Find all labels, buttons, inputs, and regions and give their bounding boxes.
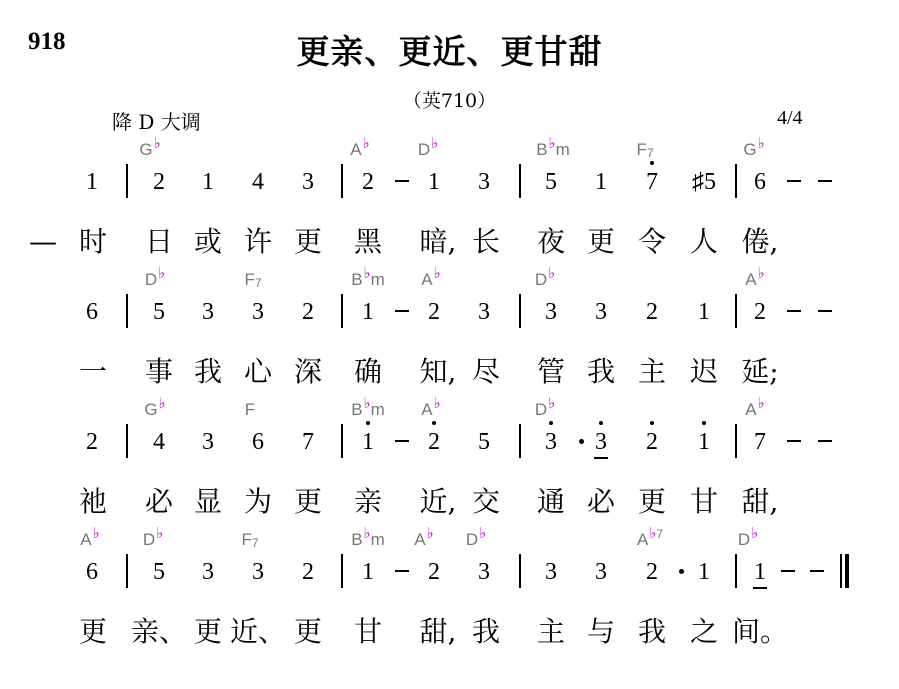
jianpu-note	[86, 300, 98, 324]
note-digit: 1	[362, 430, 374, 454]
lyric-syllable: 我	[637, 615, 667, 648]
chord-symbol	[536, 135, 570, 160]
jianpu-note	[302, 430, 314, 454]
note-digit: 3	[545, 299, 557, 325]
chord-symbol	[245, 400, 255, 420]
final-bar-thick	[845, 554, 849, 588]
extension-dash	[395, 440, 409, 442]
flat-sign-icon: ♭	[426, 525, 434, 542]
lyric-syllable: 交	[471, 485, 501, 518]
jianpu-note	[86, 170, 98, 194]
chord-symbol	[743, 135, 765, 160]
note-digit: 4	[252, 169, 264, 195]
bar-line	[126, 554, 128, 588]
bar-line	[735, 294, 737, 328]
jianpu-note	[362, 170, 374, 194]
chord-quality: m	[370, 270, 385, 289]
lyric-syllable: 我	[471, 615, 501, 648]
chord-symbol	[244, 270, 261, 290]
jianpu-note	[86, 430, 98, 454]
lyric-syllable: 尽	[471, 355, 501, 388]
bar-line	[519, 554, 521, 588]
chord-root: A	[745, 400, 757, 419]
extension-dash	[818, 180, 832, 182]
lyric-syllable: 主	[637, 355, 667, 388]
time-signature: 4/4	[777, 107, 803, 129]
hymn-title: 更亲、更近、更甘甜	[296, 32, 603, 71]
note-digit: 1	[698, 299, 710, 325]
chord-symbol	[144, 265, 166, 290]
chord-extension: 7	[646, 146, 654, 160]
bar-line	[341, 554, 343, 588]
chord-symbol	[534, 395, 556, 420]
note-digit: 1	[362, 559, 374, 585]
jianpu-note	[202, 560, 214, 584]
chord-symbol	[417, 135, 439, 160]
chord-extension: 7	[251, 536, 259, 550]
lyric-syllable: 近,	[419, 485, 457, 518]
jianpu-note	[754, 430, 766, 454]
lyric-syllable: 我	[586, 355, 616, 388]
lyric-syllable: 更	[293, 615, 323, 648]
chord-symbol	[745, 265, 765, 290]
extension-dash	[787, 440, 801, 442]
note-digit: 2	[646, 430, 658, 454]
chord-symbol	[351, 395, 385, 420]
octave-dot	[650, 161, 654, 165]
jianpu-note	[252, 560, 264, 584]
lyric-syllable: 长	[471, 225, 501, 258]
lyric-syllable: 与	[586, 615, 616, 648]
bar-line	[519, 294, 521, 328]
flat-sign-icon: ♭	[158, 395, 166, 412]
lyric-syllable: 或	[193, 225, 223, 258]
chord-symbol	[534, 265, 556, 290]
note-digit: 1	[202, 169, 214, 195]
chord-quality: m	[370, 400, 385, 419]
chord-root: B	[351, 270, 363, 289]
jianpu-note	[478, 560, 490, 584]
chord-root: A	[745, 270, 757, 289]
chord-quality: m	[555, 140, 570, 159]
lyric-syllable: 日	[144, 225, 174, 258]
lyric-syllable: 间。	[731, 615, 789, 648]
octave-dot	[366, 421, 370, 425]
octave-dot	[599, 421, 603, 425]
jianpu-note	[545, 430, 557, 454]
chord-root: A	[421, 400, 433, 419]
note-digit: 1	[698, 430, 710, 454]
jianpu-note	[595, 170, 607, 194]
jianpu-note	[595, 430, 607, 454]
note-digit: 1	[595, 169, 607, 195]
lyric-syllable: 夜	[536, 225, 566, 258]
jianpu-note	[302, 300, 314, 324]
lyric-syllable: 令	[637, 225, 667, 258]
lyric-syllable: 主	[536, 615, 566, 648]
note-digit: 2	[754, 299, 766, 325]
flat-sign-icon: ♭	[757, 395, 765, 412]
augmentation-dot	[579, 439, 584, 444]
chord-symbol	[142, 525, 164, 550]
note-digit: 1	[86, 169, 98, 195]
lyric-syllable: 黑	[353, 225, 383, 258]
duration-underline	[594, 457, 608, 459]
chord-symbol	[465, 525, 487, 550]
note-digit: 2	[362, 169, 374, 195]
lyric-syllable: 必	[586, 485, 616, 518]
note-digit: 1	[428, 169, 440, 195]
extension-dash	[395, 570, 409, 572]
chord-root: A	[421, 270, 433, 289]
jianpu-note	[362, 430, 374, 454]
lyric-syllable: 迟	[689, 355, 719, 388]
chord-symbol	[414, 525, 434, 550]
jianpu-note	[252, 430, 264, 454]
chord-symbol	[636, 525, 664, 550]
lyric-syllable: 显	[193, 485, 223, 518]
bar-line	[126, 294, 128, 328]
extension-dash	[395, 310, 409, 312]
note-digit: 5	[153, 559, 165, 585]
flat-sign-icon: ♭	[757, 135, 765, 152]
flat-sign-icon: ♭	[92, 525, 100, 542]
chord-symbol	[351, 525, 385, 550]
note-digit: 2	[428, 299, 440, 325]
jianpu-note	[428, 300, 440, 324]
note-digit: 2	[646, 559, 658, 585]
chord-symbol	[737, 525, 759, 550]
lyric-syllable: 更	[193, 615, 223, 648]
note-digit: 1	[698, 559, 710, 585]
bar-line	[126, 164, 128, 198]
jianpu-note	[153, 560, 165, 584]
lyric-syllable: 一	[78, 355, 108, 388]
note-digit: 3	[202, 299, 214, 325]
chord-root: D	[737, 530, 751, 549]
jianpu-note	[362, 560, 374, 584]
bar-line	[519, 164, 521, 198]
lyric-syllable: 之	[689, 615, 719, 648]
note-digit: 3	[478, 299, 490, 325]
bar-line	[126, 424, 128, 458]
lyric-syllable: 心	[243, 355, 273, 388]
jianpu-note	[646, 430, 658, 454]
chord-root: G	[139, 140, 153, 159]
chord-symbol	[80, 525, 100, 550]
extension-dash	[810, 570, 824, 572]
note-digit: ♯5	[692, 169, 716, 195]
flat-sign-icon: ♭	[548, 265, 556, 282]
chord-root: F	[244, 400, 256, 419]
lyric-syllable: 延;	[741, 355, 779, 388]
note-digit: 3	[252, 559, 264, 585]
chord-symbol	[351, 265, 385, 290]
flat-sign-icon: ♭	[548, 395, 556, 412]
chord-extension: 7	[254, 276, 262, 290]
jianpu-note	[252, 170, 264, 194]
jianpu-note	[545, 170, 557, 194]
note-digit: 3	[545, 559, 557, 585]
lyric-syllable: 管	[536, 355, 566, 388]
chord-root: D	[144, 270, 158, 289]
chord-root: B	[536, 140, 548, 159]
flat-sign-icon: ♭	[362, 135, 370, 152]
jianpu-note	[646, 170, 658, 194]
jianpu-note	[202, 170, 214, 194]
note-digit: 7	[646, 170, 658, 194]
bar-line	[735, 424, 737, 458]
jianpu-note	[646, 300, 658, 324]
augmentation-dot	[679, 569, 684, 574]
chord-root: B	[351, 400, 363, 419]
flat-sign-icon: ♭	[433, 265, 441, 282]
lyric-syllable: 时	[78, 225, 108, 258]
lyric-syllable: 倦,	[741, 225, 779, 258]
lyric-syllable: 必	[144, 485, 174, 518]
flat-sign-icon: ♭	[158, 265, 166, 282]
lyric-syllable: 甜,	[419, 615, 457, 648]
jianpu-note	[754, 560, 766, 584]
key-signature: 降 D 大调	[112, 110, 201, 134]
lyric-syllable: 暗,	[419, 225, 457, 258]
chord-symbol	[636, 140, 653, 160]
bar-line	[735, 554, 737, 588]
note-digit: 2	[428, 430, 440, 454]
flat-sign-icon: ♭	[649, 525, 657, 542]
note-digit: 3	[595, 299, 607, 325]
bar-line	[341, 294, 343, 328]
chord-symbol	[350, 135, 370, 160]
jianpu-note	[595, 300, 607, 324]
octave-dot	[432, 421, 436, 425]
lyric-syllable: 更	[293, 225, 323, 258]
note-digit: 2	[302, 559, 314, 585]
chord-root: A	[414, 530, 426, 549]
chord-extension: 7	[656, 527, 664, 541]
chord-root: G	[144, 400, 158, 419]
jianpu-note	[478, 300, 490, 324]
jianpu-note	[362, 300, 374, 324]
extension-dash	[781, 570, 795, 572]
chord-root: D	[417, 140, 431, 159]
jianpu-note	[595, 560, 607, 584]
final-bar-thin	[840, 554, 842, 588]
lyric-syllable: 确	[353, 355, 383, 388]
note-digit: 1	[754, 560, 766, 584]
jianpu-note	[698, 300, 710, 324]
flat-sign-icon: ♭	[479, 525, 487, 542]
note-digit: 7	[302, 429, 314, 455]
hymn-number: 918	[28, 28, 66, 55]
lyric-syllable: 事	[144, 355, 174, 388]
lyric-syllable: 祂	[78, 485, 108, 518]
octave-dot	[702, 421, 706, 425]
note-digit: 4	[153, 429, 165, 455]
note-digit: 5	[545, 169, 557, 195]
note-digit: 3	[595, 559, 607, 585]
jianpu-note	[646, 560, 658, 584]
bar-line	[341, 424, 343, 458]
flat-sign-icon: ♭	[757, 265, 765, 282]
jianpu-note	[754, 170, 766, 194]
chord-root: D	[142, 530, 156, 549]
lyric-syllable: 亲	[353, 485, 383, 518]
flat-sign-icon: ♭	[363, 525, 371, 542]
chord-root: D	[534, 400, 548, 419]
chord-symbol	[421, 395, 441, 420]
jianpu-note	[202, 300, 214, 324]
jianpu-note	[698, 560, 710, 584]
note-digit: 6	[754, 169, 766, 195]
jianpu-note	[202, 430, 214, 454]
lyric-syllable: 亲、	[130, 615, 188, 648]
chord-symbol	[421, 265, 441, 290]
note-digit: 3	[252, 299, 264, 325]
note-digit: 3	[302, 169, 314, 195]
jianpu-note	[754, 300, 766, 324]
chord-root: F	[241, 530, 252, 549]
jianpu-note	[692, 170, 716, 194]
note-digit: 5	[153, 299, 165, 325]
jianpu-note	[428, 560, 440, 584]
jianpu-note	[698, 430, 710, 454]
duration-underline	[753, 587, 767, 589]
chord-symbol	[139, 135, 161, 160]
note-digit: 5	[478, 429, 490, 455]
lyric-syllable: 许	[243, 225, 273, 258]
lyric-syllable: 深	[293, 355, 323, 388]
note-digit: 6	[86, 299, 98, 325]
flat-sign-icon: ♭	[751, 525, 759, 542]
lyric-syllable: —	[29, 225, 57, 258]
note-digit: 7	[754, 429, 766, 455]
lyric-syllable: 甜,	[741, 485, 779, 518]
note-digit: 3	[595, 430, 607, 454]
chord-root: F	[244, 270, 255, 289]
jianpu-note	[302, 170, 314, 194]
bar-line	[341, 164, 343, 198]
lyric-syllable: 更	[78, 615, 108, 648]
lyric-syllable: 人	[689, 225, 719, 258]
flat-sign-icon: ♭	[433, 395, 441, 412]
octave-dot	[549, 421, 553, 425]
chord-root: B	[351, 530, 363, 549]
note-digit: 3	[545, 430, 557, 454]
bar-line	[519, 424, 521, 458]
chord-root: A	[636, 530, 649, 549]
flat-sign-icon: ♭	[363, 265, 371, 282]
jianpu-note	[478, 170, 490, 194]
jianpu-note	[545, 300, 557, 324]
lyric-syllable: 甘	[353, 615, 383, 648]
note-digit: 3	[478, 169, 490, 195]
extension-dash	[395, 180, 409, 182]
chord-symbol	[144, 395, 166, 420]
note-digit: 1	[362, 299, 374, 325]
extension-dash	[787, 180, 801, 182]
note-digit: 6	[86, 559, 98, 585]
lyric-syllable: 甘	[689, 485, 719, 518]
jianpu-note	[478, 430, 490, 454]
note-digit: 3	[202, 559, 214, 585]
octave-dot	[650, 421, 654, 425]
note-digit: 2	[428, 559, 440, 585]
jianpu-note	[428, 170, 440, 194]
lyric-syllable: 近、	[229, 615, 287, 648]
note-digit: 2	[302, 299, 314, 325]
extension-dash	[818, 310, 832, 312]
note-digit: 2	[86, 429, 98, 455]
lyric-syllable: 我	[193, 355, 223, 388]
flat-sign-icon: ♭	[548, 135, 556, 152]
jianpu-note	[545, 560, 557, 584]
note-digit: 2	[153, 169, 165, 195]
jianpu-note	[252, 300, 264, 324]
chord-root: G	[743, 140, 757, 159]
note-digit: 6	[252, 429, 264, 455]
chord-symbol	[241, 530, 258, 550]
chord-root: A	[350, 140, 362, 159]
jianpu-note	[153, 430, 165, 454]
lyric-syllable: 更	[586, 225, 616, 258]
hymn-subtitle: （英710）	[402, 90, 497, 112]
note-digit: 2	[646, 299, 658, 325]
lyric-syllable: 为	[243, 485, 273, 518]
jianpu-note	[153, 300, 165, 324]
flat-sign-icon: ♭	[363, 395, 371, 412]
chord-root: F	[636, 140, 647, 159]
chord-root: D	[465, 530, 479, 549]
jianpu-note	[153, 170, 165, 194]
note-digit: 3	[202, 429, 214, 455]
extension-dash	[787, 310, 801, 312]
lyric-syllable: 知,	[419, 355, 457, 388]
lyric-syllable: 更	[293, 485, 323, 518]
note-digit: 3	[478, 559, 490, 585]
jianpu-note	[86, 560, 98, 584]
lyric-syllable: 更	[637, 485, 667, 518]
flat-sign-icon: ♭	[431, 135, 439, 152]
chord-root: A	[80, 530, 92, 549]
flat-sign-icon: ♭	[156, 525, 164, 542]
chord-quality: m	[370, 530, 385, 549]
lyric-syllable: 通	[536, 485, 566, 518]
bar-line	[735, 164, 737, 198]
chord-root: D	[534, 270, 548, 289]
jianpu-note	[428, 430, 440, 454]
jianpu-note	[302, 560, 314, 584]
extension-dash	[818, 440, 832, 442]
flat-sign-icon: ♭	[153, 135, 161, 152]
chord-symbol	[745, 395, 765, 420]
